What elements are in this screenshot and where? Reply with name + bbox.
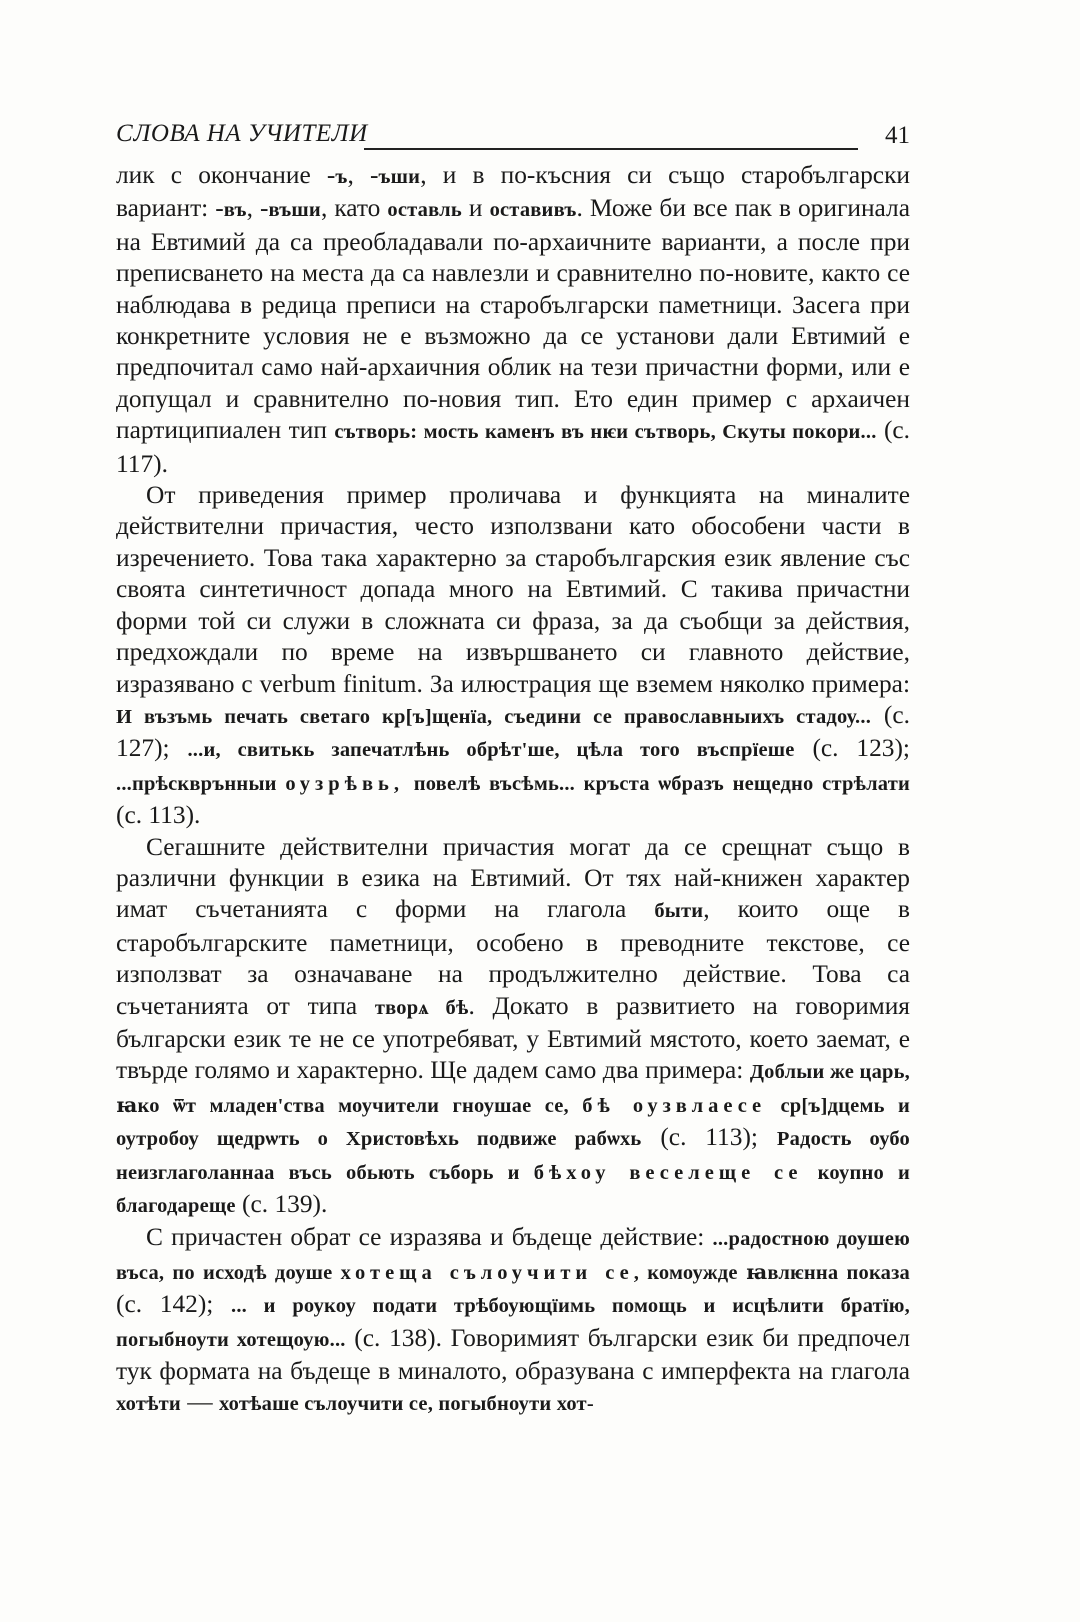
old-bulgarian-quote: оставль	[387, 199, 462, 222]
old-bulgarian-quote: творѧ бѣ	[374, 996, 469, 1019]
old-bulgarian-quote: ...радостною доушею въса, по исходѣ доуше	[116, 1228, 910, 1284]
old-bulgarian-quote: И възъмь печать светаго кр[ъ]щенїа, съедини се православныихъ стадоу...	[116, 705, 872, 728]
text-run: От приведения пример проличава и функцията на миналите действителни причастия, често използвани като обособени части в изречението. Това така характерно за старобългарския език явление със своята синтетичност допада много на Евтимий. С такива причастни форми той си служи в сложната си фраза, за да съобщи за действия, предхождали по време на извършването си главното действие, изразявано с	[116, 481, 910, 698]
text-run: , които още в старобългарските паметници, особено в преводните текстове, се използват за означаване на продължително действие. Това са съчетанията от типа	[116, 895, 910, 1020]
old-bulgarian-quote: ...прѣскврънныи	[116, 772, 286, 795]
old-bulgarian-quote: быти	[654, 900, 704, 923]
text-run: С причастен обрат се изразява и бъдеще действие:	[146, 1223, 713, 1252]
paragraph-2	[116, 480, 910, 831]
text-run: . За илюстрация ще вземем няколко примера:	[416, 669, 910, 698]
text-run: . Докато в развитието на говоримия български език те не се употребяват, у Евтимий мястото, което заемат, е твърде голямо и характерно. Ще дадем само два примера:	[116, 991, 910, 1085]
old-bulgarian-quote: бѣ оузвлаесе	[582, 1094, 767, 1117]
old-bulgarian-quote: оставивъ	[489, 199, 577, 222]
old-bulgarian-quote: въ	[223, 199, 247, 222]
old-bulgarian-quote: ср[ъ]дцемь и оутробоу щедрѡть о Христовѣхь подвиже рабѡхь	[116, 1094, 910, 1151]
old-bulgarian-quote: ъши	[378, 166, 421, 188]
old-bulgarian-quote: ъ	[335, 166, 348, 188]
text-run: , -	[347, 161, 379, 189]
paragraph-4	[116, 1222, 910, 1420]
old-bulgarian-quote: Доблыи же царь, ꙗко ѿт младен'ства моучители гноушае се,	[116, 1061, 910, 1117]
page-header	[116, 118, 910, 154]
text-run: и	[461, 194, 490, 223]
header-rule	[364, 148, 858, 150]
text-run	[766, 1090, 780, 1118]
old-bulgarian-quote: въши	[268, 199, 321, 222]
text-run: (с. 138). Говоримият български език би предпочел тук формата на бъдеще в миналото, образувана с имперфекта на глагола	[116, 1323, 911, 1386]
text-run: (с. 123);	[794, 734, 910, 763]
page-number: 41	[885, 122, 910, 149]
old-bulgarian-quote: хотѣаше сълоучити се, погыбноути хот-	[219, 1393, 594, 1416]
text-run: . Може би все пак в оригинала на Евтимий да са преобладавали по-архаичните варианти, а после при преписването на места да са навлезли и сравнително по-новите, както се наблюдава в редица преписи на старобългарски паметници. Засега при конкретните условия не е възможно да се установи дали Евтимий е предпочитал само най-архаичния облик на тези причастни форми, или е допущал и сравнително по-новия тип. Ето един пример с архаичен партиципиален тип	[116, 194, 910, 445]
old-bulgarian-quote: , комоужде ꙗвлѥнна показа	[633, 1261, 911, 1284]
text-run: лик с окончание -	[116, 161, 336, 189]
text-run: , -	[246, 194, 269, 223]
old-bulgarian-quote: хотѣти	[116, 1393, 181, 1416]
old-bulgarian-quote: ...и, свитькь запечатлѣнь обрѣт'ше, цѣла того въспрїеше	[187, 739, 795, 762]
paragraph-1	[116, 160, 910, 480]
text-run: (с. 113).	[116, 801, 201, 830]
old-bulgarian-quote: коупно и благодарещe	[116, 1161, 910, 1217]
text-run: (с. 127);	[116, 700, 910, 763]
text-run: (с. 139).	[235, 1190, 328, 1218]
text-run: (с. 142);	[116, 1290, 232, 1319]
text-run	[404, 768, 414, 796]
running-title: СЛОВА НА УЧИТЕЛИ	[116, 120, 368, 147]
text-run: —	[180, 1388, 219, 1417]
old-bulgarian-quote: повелѣ въсѣмь... кръста ѡбразъ нещедно стрѣлати	[413, 772, 910, 795]
text-run: verbum finitum	[259, 670, 417, 698]
old-bulgarian-quote: оузрѣвь,	[285, 772, 405, 795]
text-run	[803, 1157, 818, 1185]
text-run: Сегашните действителни причастия могат да се срещнат също в различни функции в езика на Евтимий. От тях най-книжен характер имат съчетанията с форми на глагола	[116, 832, 910, 924]
text-run: (с. 113);	[641, 1123, 777, 1152]
text-run: , и в по-късния си също старобългарски вариант: -	[116, 161, 911, 223]
old-bulgarian-quote: бѣхоу веселеще се	[533, 1161, 803, 1184]
paragraph-3	[116, 832, 910, 1223]
old-bulgarian-quote: хотеща сълоучити се	[340, 1261, 634, 1284]
old-bulgarian-quote: сътворь: мость каменъ въ нѥи сътворь, Скуты покори...	[334, 421, 877, 444]
body-text	[116, 160, 910, 1421]
old-bulgarian-quote: Радость оубо неизглаголаннаа въсь обьють съборь и	[116, 1128, 911, 1184]
old-bulgarian-quote: ... и роукоу подати трѣбоующїимь помощь и исцѣлити братїю, погыбноути хотещоую...	[116, 1295, 910, 1351]
text-run: (с. 117).	[116, 416, 911, 478]
text-run: , като	[320, 194, 388, 223]
